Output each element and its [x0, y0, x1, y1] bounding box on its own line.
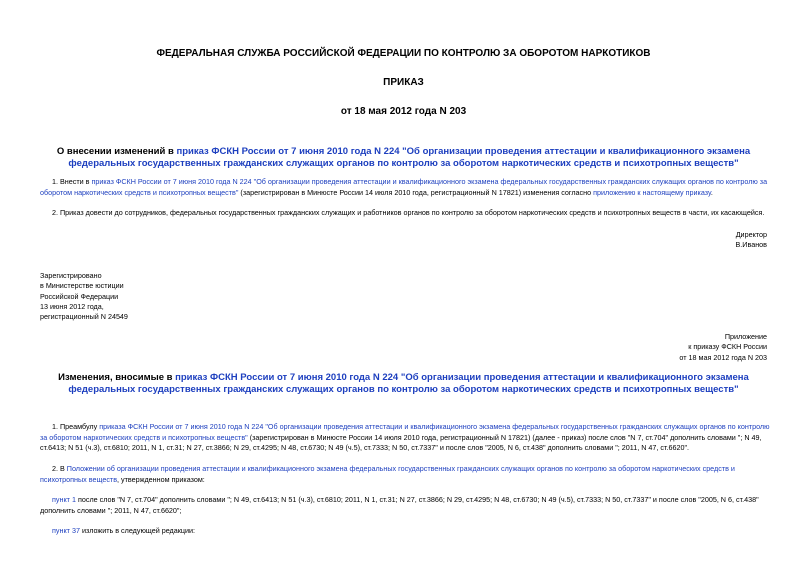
registration-line: регистрационный N 24549	[40, 312, 128, 322]
point-1-link[interactable]: пункт 1	[52, 495, 76, 504]
para1-text-a: 1. Внести в	[52, 177, 92, 186]
appendix-line: от 18 мая 2012 года N 203	[679, 352, 767, 362]
registration-line: Российской Федерации	[40, 291, 119, 301]
order-title	[40, 146, 767, 170]
change1-text-a: 1. Преамбулу	[52, 422, 100, 431]
registration-block	[40, 271, 240, 322]
paragraph-1	[40, 177, 770, 198]
change2-text-a: 2. В	[52, 464, 67, 473]
changes-title-prefix: Изменения, вносимые в	[58, 372, 176, 383]
changes-order-224-link[interactable]: приказ ФСКН России от 7 июня 2010 года N 224 "Об организации проведения аттестации и квалификационного экзамена федеральных государственных гражданских служащих органов по контролю за оборотом наркотических средств и психотропных веществ"	[68, 372, 749, 395]
point-37-change	[40, 526, 770, 537]
signature-position: Директор	[735, 230, 767, 239]
point37-text: изложить в следующей редакции:	[79, 526, 196, 535]
change-1	[40, 422, 770, 454]
change2-text-b: , утвержденном приказом:	[117, 474, 205, 484]
regulation-link[interactable]: Положении об организации проведения аттестации и квалификационного экзамена федеральных государственных гражданских служащих органов по контролю за оборотом наркотических средств и психотропных веществ	[40, 464, 735, 484]
signature-name: В.Иванов	[735, 240, 767, 249]
registration-line: 13 июня 2012 года,	[40, 301, 104, 311]
appendix-block	[560, 332, 767, 363]
para1-text-c: .	[710, 187, 713, 197]
appendix-line: Приложение	[724, 332, 767, 341]
para1-text-b: (зарегистрирован в Минюсте России 14 июля 2010 года, регистрационный N 17821) изменения согласно	[238, 187, 594, 197]
order-title-prefix: О внесении изменений в	[56, 146, 177, 157]
point-1-change	[40, 495, 770, 516]
doc-date-number: от 18 мая 2012 года N 203	[340, 106, 467, 117]
change-2	[40, 464, 770, 485]
appendix-link[interactable]: приложению к настоящему приказу	[593, 187, 711, 197]
doc-type-heading: ПРИКАЗ	[383, 77, 424, 88]
changes-title	[40, 372, 767, 396]
change1-order-link[interactable]: приказа ФСКН России от 7 июня 2010 года N 224 "Об организации проведения аттестации и квалификационного экзамена федеральных государственных гражданских служащих органов по контролю за оборотом наркотических средств и психотропных веществ"	[40, 422, 770, 442]
appendix-line: к приказу ФСКН России	[688, 342, 767, 352]
paragraph-2: 2. Приказ довести до сотрудников, федеральных государственных гражданских служащих и работников органов по контролю за оборотом наркотических средств и психотропных веществ в части, их касающейся.	[52, 208, 765, 217]
point1-text: после слов "N 7, ст.704" дополнить словами "; N 49, ст.6413; N 51 (ч.3), ст.6810; 2011, N 1, ст.31; N 27, ст.3866; N 29, ст.4295; N 48, ст.6730; N 49 (ч.5), ст.7333; N 50, ст.7337" и после слов "2005, N 6, ст.438" дополнить словами "; 2011, N 47, ст.6620";	[40, 495, 759, 515]
registration-line: в Министерстве юстиции	[40, 281, 124, 291]
order-224-link[interactable]: приказ ФСКН России от 7 июня 2010 года N 224 "Об организации проведения аттестации и квалификационного экзамена федеральных государственных гражданских служащих органов по контролю за оборотом наркотических средств и психотропных веществ"	[68, 146, 751, 169]
agency-heading: ФЕДЕРАЛЬНАЯ СЛУЖБА РОССИЙСКОЙ ФЕДЕРАЦИИ ПО КОНТРОЛЮ ЗА ОБОРОТОМ НАРКОТИКОВ	[156, 48, 651, 59]
point-37-link[interactable]: пункт 37	[52, 526, 80, 535]
change1-text-b: (зарегистрирован в Минюсте России 14 июля 2010 года, регистрационный N 17821) (далее - приказ) после слов "N 7, ст.704" дополнить словами "; N 49, ст.6413; N 51 (ч.3), ст.6810; 2011, N 1, ст.31; N 27, ст.3866; N 29, ст.4295; N 48, ст.6730; N 49 (ч.5), ст.7333; N 50, ст.7337" и после слов "2005, N 6, ст.438" дополнить словами "; 2011, N 47, ст.6620".	[40, 432, 762, 452]
para1-order-link[interactable]: приказ ФСКН России от 7 июня 2010 года N 224 "Об организации проведения аттестации и квалификационного экзамена федеральных государственных гражданских служащих органов по контролю за оборотом наркотических средств и психотропных веществ"	[40, 177, 768, 197]
registration-line: Зарегистрировано	[40, 271, 102, 280]
